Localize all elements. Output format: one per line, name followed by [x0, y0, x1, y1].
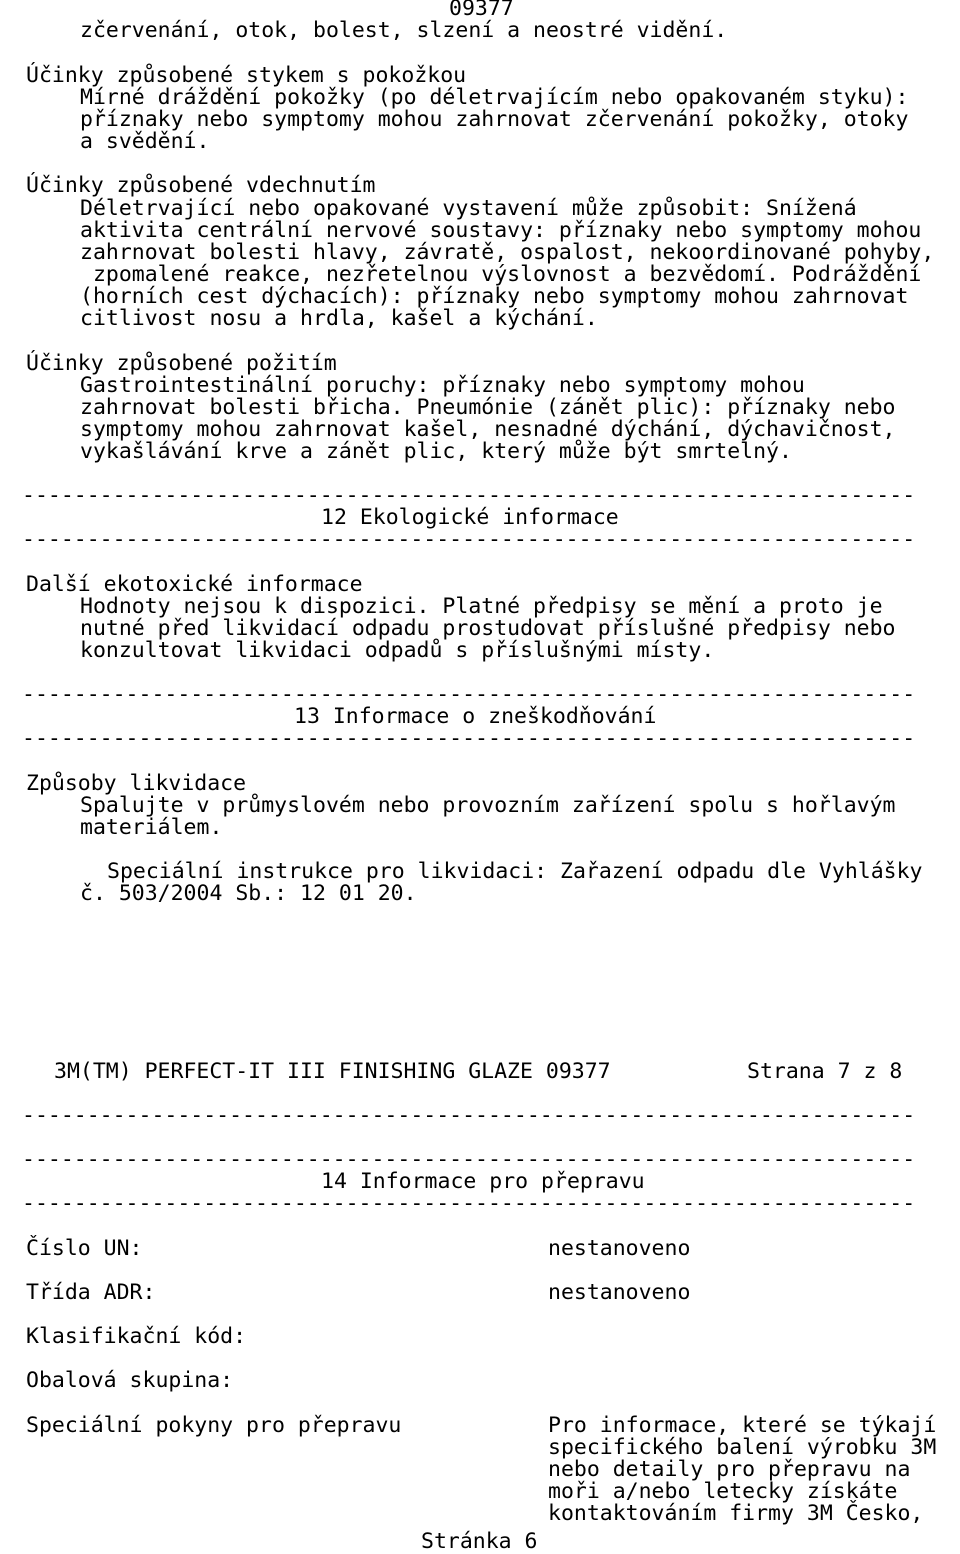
ecotox-line: Hodnoty nejsou k dispozici. Platné předpisy se mění a proto je — [80, 594, 883, 619]
ecotox-line: nutné před likvidací odpadu prostudovat příslušné předpisy nebo — [80, 616, 896, 641]
section-divider: --------------------------------------------------------------------- — [22, 684, 916, 707]
product-name-header: 3M(TM) PERFECT-IT III FINISHING GLAZE 09377 — [54, 1059, 611, 1084]
inhalation-effects-line: aktivita centrální nervové soustavy: příznaky nebo symptomy mohou — [80, 218, 922, 243]
document-code: 09377 — [449, 0, 514, 21]
transport-special-line: nebo detaily pro přepravu na — [548, 1457, 911, 1482]
skin-effects-title: Účinky způsobené stykem s pokožkou — [26, 63, 467, 88]
transport-special-line: specifického balení výrobku 3M — [548, 1435, 937, 1460]
disposal-special-line: č. 503/2004 Sb.: 12 01 20. — [80, 881, 417, 906]
ingestion-effects-line: symptomy mohou zahrnovat kašel, nesnadné dýchání, dýchavičnost, — [80, 417, 896, 442]
section-divider: --------------------------------------------------------------------- — [22, 1193, 916, 1216]
page-indicator: Strana 7 z 8 — [747, 1059, 903, 1084]
skin-effects-line: a svědění. — [80, 129, 210, 154]
inhalation-effects-line: zahrnovat bolesti hlavy, závratě, ospalost, nekoordinované pohyby, — [80, 240, 935, 265]
section-divider: --------------------------------------------------------------------- — [22, 728, 916, 751]
section-14-heading: 14 Informace pro přepravu — [321, 1169, 645, 1194]
disposal-methods-line: materiálem. — [80, 815, 223, 840]
transport-label-classification: Klasifikační kód: — [26, 1324, 247, 1349]
skin-effects-line: příznaky nebo symptomy mohou zahrnovat zčervenání pokožky, otoky — [80, 107, 909, 132]
ingestion-effects-line: vykašlávání krve a zánět plic, který může být smrtelný. — [80, 439, 792, 464]
transport-label-packing-group: Obalová skupina: — [26, 1368, 234, 1393]
section-divider: --------------------------------------------------------------------- — [22, 485, 916, 508]
transport-special-label: Speciální pokyny pro přepravu — [26, 1413, 402, 1438]
ingestion-effects-line: Gastrointestinální poruchy: příznaky nebo symptomy mohou — [80, 373, 805, 398]
disposal-special-line: Speciální instrukce pro likvidaci: Zařazení odpadu dle Vyhlášky — [107, 859, 923, 884]
transport-special-line: moři a/nebo letecky získáte — [548, 1479, 898, 1504]
disposal-methods-title: Způsoby likvidace — [26, 771, 247, 796]
inhalation-effects-line: Déletrvající nebo opakované vystavení může způsobit: Snížená — [80, 196, 857, 221]
transport-value-adr: nestanoveno — [548, 1280, 691, 1305]
inhalation-effects-line: zpomalené reakce, nezřetelnou výslovnost a bezvědomí. Podráždění — [80, 262, 922, 287]
inhalation-effects-title: Účinky způsobené vdechnutím — [26, 173, 376, 198]
disposal-methods-line: Spalujte v průmyslovém nebo provozním zařízení spolu s hořlavým — [80, 793, 896, 818]
ecotox-title: Další ekotoxické informace — [26, 572, 363, 597]
transport-label-adr: Třída ADR: — [26, 1280, 156, 1305]
ecotox-line: konzultovat likvidaci odpadů s příslušnými místy. — [80, 638, 715, 663]
section-divider: --------------------------------------------------------------------- — [22, 529, 916, 552]
section-13-heading: 13 Informace o zneškodňování — [294, 704, 657, 729]
section-divider: --------------------------------------------------------------------- — [22, 1149, 916, 1172]
inhalation-effects-line: citlivost nosu a hrdla, kašel a kýchání. — [80, 306, 598, 331]
ingestion-effects-title: Účinky způsobené požitím — [26, 351, 337, 376]
transport-special-line: kontaktováním firmy 3M Česko, — [548, 1501, 924, 1526]
header-divider: --------------------------------------------------------------------- — [22, 1105, 916, 1128]
inhalation-effects-line: (horních cest dýchacích): příznaky nebo symptomy mohou zahrnovat — [80, 284, 909, 309]
page-footer: Stránka 6 — [421, 1529, 538, 1554]
continued-text-line: zčervenání, otok, bolest, slzení a neostré vidění. — [80, 18, 728, 43]
section-12-heading: 12 Ekologické informace — [321, 505, 619, 530]
transport-value-un: nestanoveno — [548, 1236, 691, 1261]
transport-special-line: Pro informace, které se týkají — [548, 1413, 937, 1438]
ingestion-effects-line: zahrnovat bolesti břicha. Pneumónie (zánět plic): příznaky nebo — [80, 395, 896, 420]
skin-effects-line: Mírné dráždění pokožky (po déletrvajícím nebo opakovaném styku): — [80, 85, 909, 110]
transport-label-un: Číslo UN: — [26, 1236, 143, 1261]
